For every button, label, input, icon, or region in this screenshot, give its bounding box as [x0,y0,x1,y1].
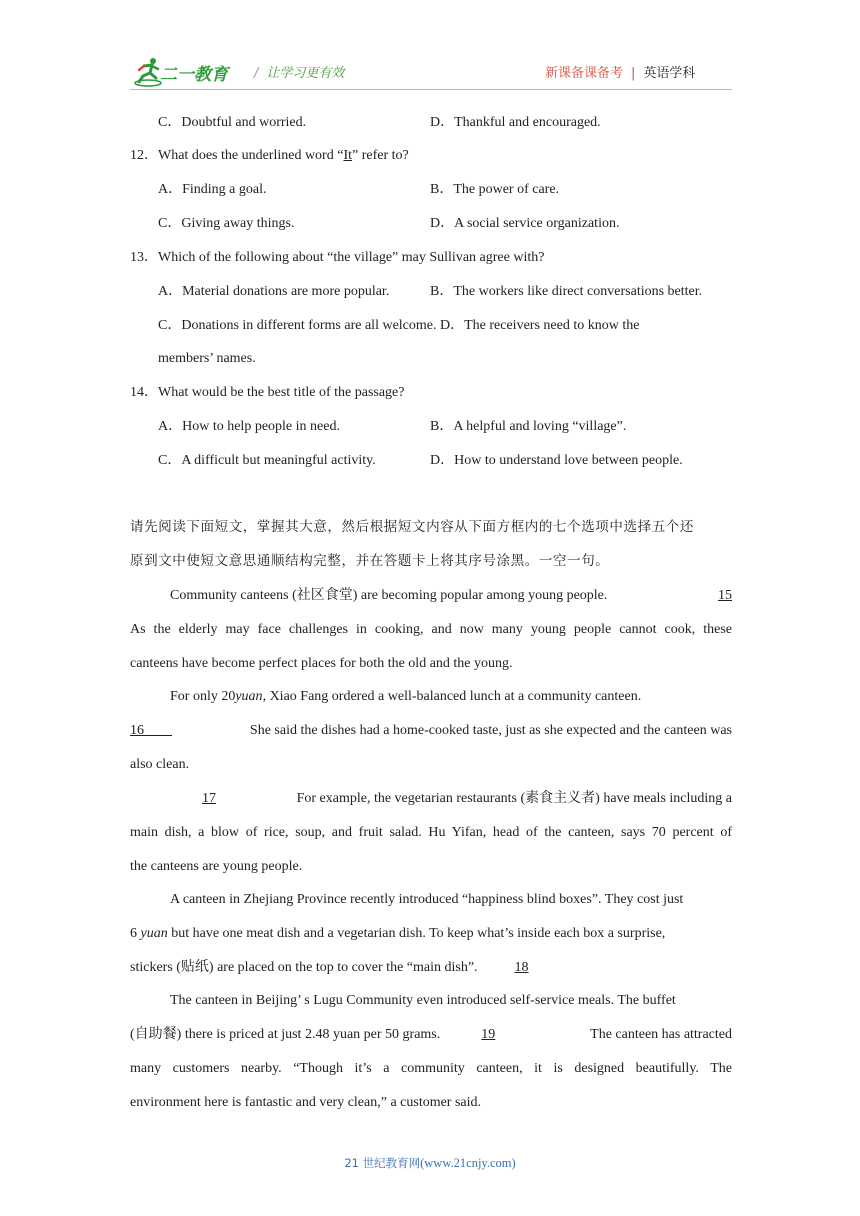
slogan: / 让学习更有效 [254,66,345,81]
passage-p5-text-a-wrap [130,1026,529,1044]
page-footer [0,1155,860,1171]
blank-19: 19 [481,1027,496,1042]
option-12a: A．Finding a goal. [158,182,267,197]
option-14c: C．A difficult but meaningful activity. [158,453,376,468]
option-14d: D．How to understand love between people. [430,453,683,468]
option-11d: D．Thankful and encouraged. [430,115,601,130]
option-12b: B．The power of care. [430,182,560,197]
option-13cd: C．Donations in different forms are all welcome. D．The receivers need to know the [158,318,640,333]
passage-p5-line1: The canteen in Beijing’ s Lugu Community even introduced self-service meals. The buffet [170,993,676,1008]
passage-p2-yuan: yuan [235,689,263,704]
tag-left: 新课备课备考 [545,66,624,81]
option-14b: B．A helpful and loving “village”. [430,419,627,434]
option-12c: C．Giving away things. [158,216,295,231]
passage-p4-line2 [130,925,732,943]
footer-url[interactable]: (www.21cnjy.com) [420,1156,516,1170]
passage-p5-text-b: The canteen has attracted [590,1027,732,1042]
option-13b: B．The workers like direct conversations better. [430,284,703,299]
passage-p3-line2: main dish, a blow of rice, soup, and fruit salad. Hu Yifan, head of the canteen, says 70 percent of [130,825,732,840]
logo [134,56,244,88]
page-header [0,0,860,95]
instructions-line2: 原到文中使短文意思通顺结构完整，并在答题卡上将其序号涂黑。一空一句。 [130,553,610,569]
passage-p2-text-b: , Xiao Fang ordered a well-balanced lunch at a community canteen. [262,689,642,704]
passage-p5-line2 [130,1026,732,1044]
passage-p4-text-a: 6 [130,926,141,941]
passage-p3-text: For example, the vegetarian restaurants (素食主义者) have meals including a [296,791,732,806]
passage-p5-line4: environment here is fantastic and very clean,” a customer said. [130,1095,482,1110]
blank-16-number: 16 [130,723,144,738]
passage-p2-text-a: For only 20 [170,689,236,704]
passage-p1-line1 [170,587,732,605]
passage-p2-line2 [130,722,732,740]
passage-p2-line3: also clean. [130,757,190,772]
option-11c: C．Doubtful and worried. [158,115,307,130]
passage-p4-yuan: yuan [140,926,168,941]
question-14-stem: 14．What would be the best title of the passage? [130,385,405,400]
passage-p5-text-a: (自助餐) there is priced at just 2.48 yuan per 50 grams. [130,1027,441,1042]
passage-p1-line2: As the elderly may face challenges in cooking, and now many young people cannot cook, these [130,622,732,637]
option-13d-cont: members’ names. [158,351,256,366]
passage-p1-line3: canteens have become perfect places for both the old and the young. [130,656,513,671]
logo-text: 二一教育 [160,65,228,85]
tag-right: 英语学科 [643,66,696,81]
option-13a: A．Material donations are more popular. [158,284,390,299]
passage-p1-text: Community canteens (社区食堂) are becoming popular among young people. [170,588,608,603]
instructions-line1: 请先阅读下面短文，掌握其大意，然后根据短文内容从下面方框内的七个选项中选择五个还 [130,519,694,535]
passage-p2-text-c: She said the dishes had a home-cooked taste, just as she expected and the canteen was [249,723,732,738]
footer-site-name: 21 世纪教育网 [344,1156,421,1170]
blank-15: 15 [718,588,732,603]
blank-18: 18 [514,960,529,975]
option-12d: D．A social service organization. [430,216,620,231]
passage-p5-line3: many customers nearby. “Though it’s a community canteen, it is designed beautifully. The [130,1061,732,1076]
passage-p3-line3: the canteens are young people. [130,859,303,874]
option-14a: A．How to help people in need. [158,419,340,434]
header-divider [130,89,732,90]
passage-p4-line1: A canteen in Zhejiang Province recently introduced “happiness blind boxes”. They cost just [170,892,684,907]
passage-p3-line1 [170,790,732,808]
passage-p4-line3 [130,959,559,977]
question-13-stem: 13．Which of the following about “the village” may Sullivan agree with? [130,250,545,265]
passage-p2-line1 [170,688,732,706]
header-tag: 新课备课备考 | 英语学科 [545,66,696,81]
question-12-stem: 12．What does the underlined word “It” refer to? [130,148,409,163]
blank-16 [130,722,180,740]
passage-p4-text-b: but have one meat dish and a vegetarian dish. To keep what’s inside each box a surprise, [167,926,666,941]
blank-17: 17 [202,791,216,806]
passage-p2-text-b-wrap [263,688,732,706]
passage-p4-text-c: stickers (贴纸) are placed on the top to cover the “main dish”. [130,960,478,975]
slogan-text: 让学习更有效 [266,66,345,81]
